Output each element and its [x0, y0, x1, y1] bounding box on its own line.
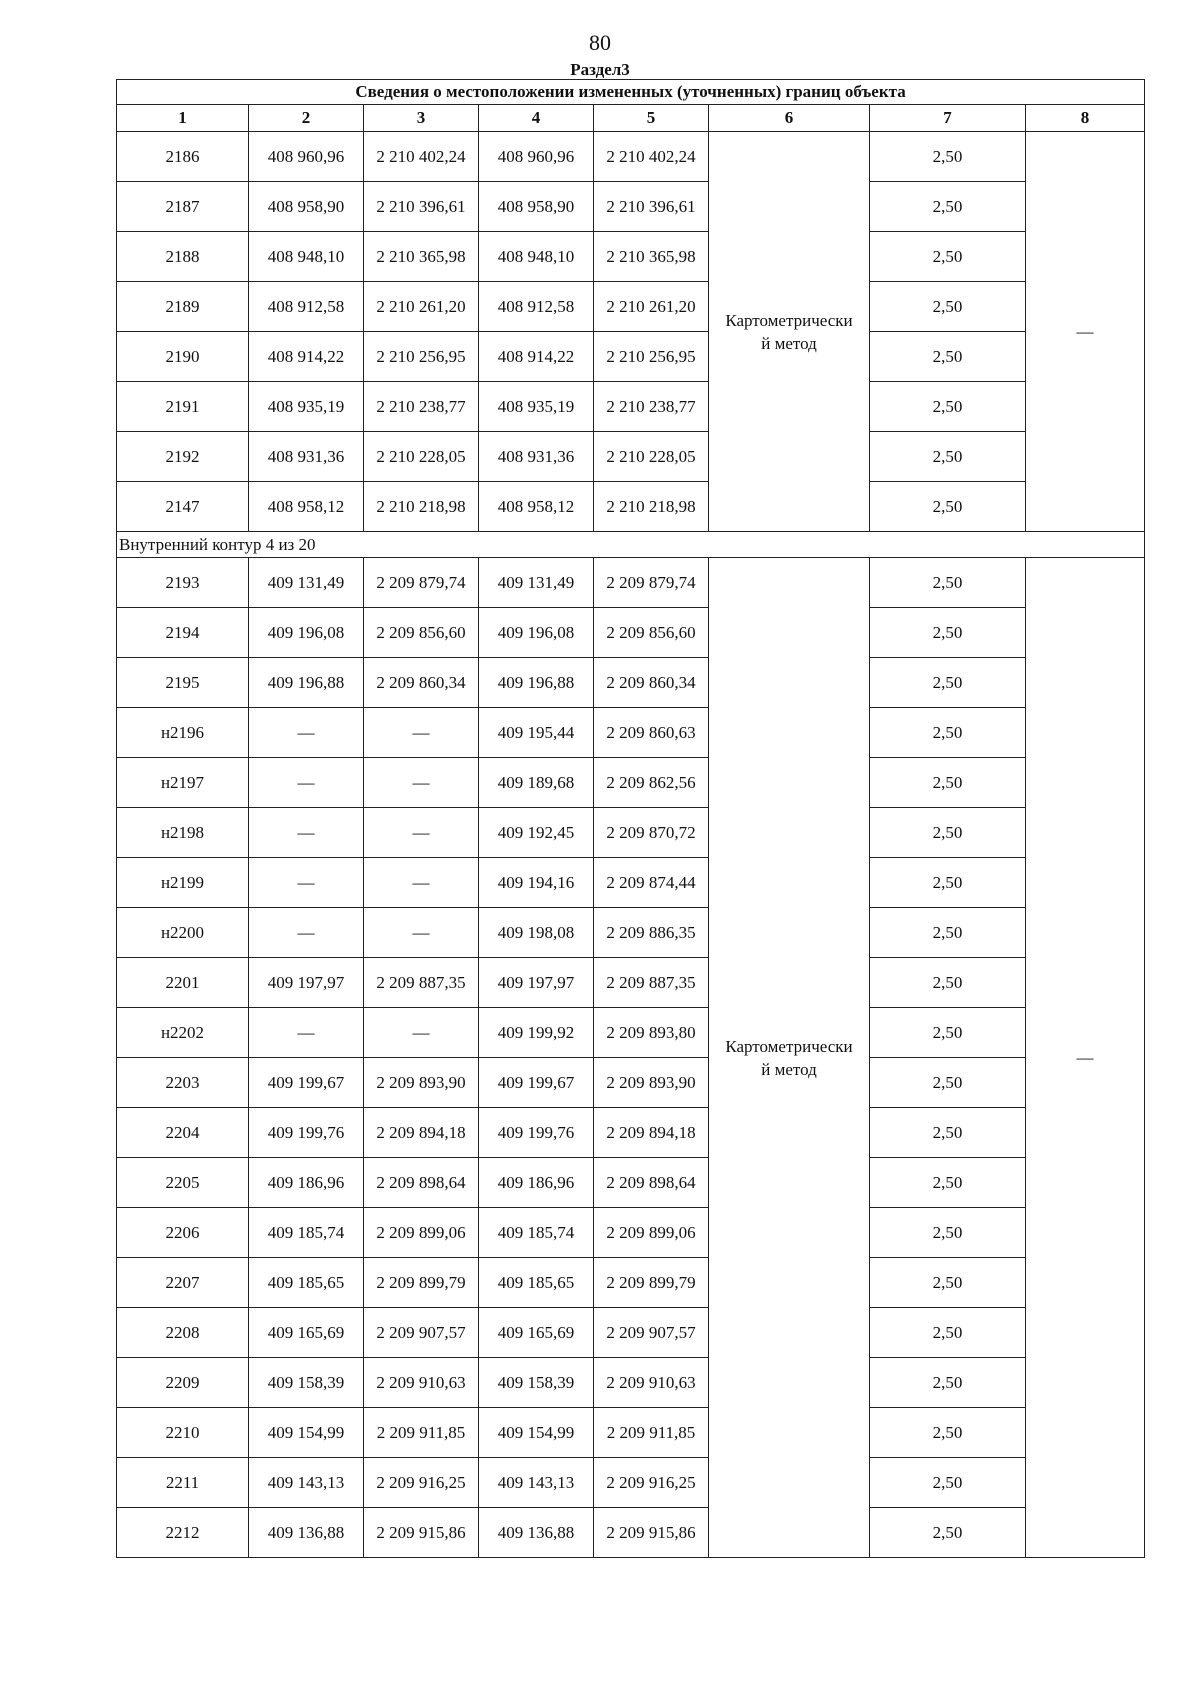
x-existing-cell: —	[249, 908, 364, 958]
x-new-cell: 408 958,12	[479, 482, 594, 532]
table-row	[117, 1508, 1145, 1558]
column-header: 6	[709, 105, 870, 132]
table-row	[117, 482, 1145, 532]
x-new-cell: 408 935,19	[479, 382, 594, 432]
y-new-cell: 2 209 916,25	[594, 1458, 709, 1508]
point-number-cell: 2204	[117, 1108, 249, 1158]
method-text-line: й метод	[761, 1059, 817, 1079]
x-new-cell: 409 136,88	[479, 1508, 594, 1558]
y-existing-cell: —	[364, 1008, 479, 1058]
point-number-cell: н2196	[117, 708, 249, 758]
point-number-cell: н2199	[117, 858, 249, 908]
accuracy-cell: 2,50	[870, 1058, 1026, 1108]
y-new-cell: 2 210 238,77	[594, 382, 709, 432]
table-row	[117, 1158, 1145, 1208]
table-row	[117, 1258, 1145, 1308]
point-number-cell: 2195	[117, 658, 249, 708]
point-number-cell: 2188	[117, 232, 249, 282]
x-new-cell: 409 194,16	[479, 858, 594, 908]
x-existing-cell: 409 186,96	[249, 1158, 364, 1208]
table-row	[117, 758, 1145, 808]
point-number-cell: 2189	[117, 282, 249, 332]
y-existing-cell: 2 209 893,90	[364, 1058, 479, 1108]
accuracy-cell: 2,50	[870, 1108, 1026, 1158]
table-row	[117, 432, 1145, 482]
x-new-cell: 409 198,08	[479, 908, 594, 958]
y-existing-cell: —	[364, 908, 479, 958]
x-existing-cell: 408 914,22	[249, 332, 364, 382]
x-existing-cell: —	[249, 708, 364, 758]
y-new-cell: 2 209 894,18	[594, 1108, 709, 1158]
point-number-cell: 2205	[117, 1158, 249, 1208]
column-header: 5	[594, 105, 709, 132]
x-new-cell: 409 196,88	[479, 658, 594, 708]
table-row	[117, 232, 1145, 282]
y-existing-cell: 2 209 860,34	[364, 658, 479, 708]
y-existing-cell: 2 210 402,24	[364, 132, 479, 182]
y-existing-cell: 2 209 911,85	[364, 1408, 479, 1458]
accuracy-cell: 2,50	[870, 282, 1026, 332]
y-existing-cell: 2 209 915,86	[364, 1508, 479, 1558]
x-existing-cell: 408 931,36	[249, 432, 364, 482]
y-new-cell: 2 209 856,60	[594, 608, 709, 658]
y-existing-cell: 2 210 218,98	[364, 482, 479, 532]
y-new-cell: 2 210 218,98	[594, 482, 709, 532]
x-existing-cell: 408 935,19	[249, 382, 364, 432]
x-existing-cell: 408 912,58	[249, 282, 364, 332]
y-new-cell: 2 210 396,61	[594, 182, 709, 232]
table-row	[117, 332, 1145, 382]
column-header-row	[117, 105, 1145, 132]
method-text-line: й метод	[761, 333, 817, 353]
x-new-cell: 409 199,76	[479, 1108, 594, 1158]
accuracy-cell: 2,50	[870, 1458, 1026, 1508]
x-existing-cell: —	[249, 858, 364, 908]
y-new-cell: 2 209 907,57	[594, 1308, 709, 1358]
point-number-cell: 2209	[117, 1358, 249, 1408]
y-new-cell: 2 210 261,20	[594, 282, 709, 332]
method-text-line: Картометрически	[725, 310, 853, 330]
point-number-cell: 2211	[117, 1458, 249, 1508]
x-new-cell: 409 186,96	[479, 1158, 594, 1208]
y-new-cell: 2 209 860,34	[594, 658, 709, 708]
point-number-cell: 2191	[117, 382, 249, 432]
x-new-cell: 409 199,92	[479, 1008, 594, 1058]
y-new-cell: 2 209 893,80	[594, 1008, 709, 1058]
table-row	[117, 1358, 1145, 1408]
x-new-cell: 408 948,10	[479, 232, 594, 282]
point-number-cell: 2192	[117, 432, 249, 482]
point-number-cell: 2212	[117, 1508, 249, 1558]
accuracy-cell: 2,50	[870, 482, 1026, 532]
accuracy-cell: 2,50	[870, 1258, 1026, 1308]
table-row	[117, 1458, 1145, 1508]
y-new-cell: 2 209 887,35	[594, 958, 709, 1008]
method-cell	[709, 558, 870, 1558]
x-new-cell: 409 154,99	[479, 1408, 594, 1458]
x-existing-cell: 409 196,08	[249, 608, 364, 658]
x-new-cell: 408 960,96	[479, 132, 594, 182]
table-row	[117, 558, 1145, 608]
y-new-cell: 2 209 915,86	[594, 1508, 709, 1558]
contour-label: Внутренний контур 4 из 20	[117, 532, 1145, 558]
x-new-cell: 409 185,74	[479, 1208, 594, 1258]
y-existing-cell: —	[364, 708, 479, 758]
table-row	[117, 608, 1145, 658]
x-existing-cell: —	[249, 758, 364, 808]
y-new-cell: 2 209 910,63	[594, 1358, 709, 1408]
y-existing-cell: 2 209 907,57	[364, 1308, 479, 1358]
accuracy-cell: 2,50	[870, 758, 1026, 808]
y-existing-cell: —	[364, 758, 479, 808]
accuracy-cell: 2,50	[870, 182, 1026, 232]
point-number-cell: 2203	[117, 1058, 249, 1108]
y-new-cell: 2 209 879,74	[594, 558, 709, 608]
table-row	[117, 958, 1145, 1008]
accuracy-cell: 2,50	[870, 808, 1026, 858]
accuracy-cell: 2,50	[870, 558, 1026, 608]
accuracy-cell: 2,50	[870, 132, 1026, 182]
y-new-cell: 2 209 886,35	[594, 908, 709, 958]
table-row	[117, 708, 1145, 758]
section-title: Раздел3	[570, 60, 630, 79]
y-existing-cell: 2 210 238,77	[364, 382, 479, 432]
accuracy-cell: 2,50	[870, 908, 1026, 958]
point-number-cell: 2208	[117, 1308, 249, 1358]
x-existing-cell: 409 165,69	[249, 1308, 364, 1358]
point-number-cell: 2206	[117, 1208, 249, 1258]
table-row	[117, 1058, 1145, 1108]
column-header: 8	[1026, 105, 1145, 132]
table-row	[117, 382, 1145, 432]
point-number-cell: 2147	[117, 482, 249, 532]
x-existing-cell: 408 958,12	[249, 482, 364, 532]
accuracy-cell: 2,50	[870, 608, 1026, 658]
x-new-cell: 409 196,08	[479, 608, 594, 658]
accuracy-cell: 2,50	[870, 1158, 1026, 1208]
accuracy-cell: 2,50	[870, 1358, 1026, 1408]
accuracy-cell: 2,50	[870, 708, 1026, 758]
y-new-cell: 2 209 898,64	[594, 1158, 709, 1208]
y-existing-cell: 2 210 228,05	[364, 432, 479, 482]
table-caption: Сведения о местоположении измененных (уточненных) границ объекта	[117, 80, 1145, 105]
x-new-cell: 409 199,67	[479, 1058, 594, 1108]
y-new-cell: 2 210 402,24	[594, 132, 709, 182]
column-header: 7	[870, 105, 1026, 132]
table-row	[117, 908, 1145, 958]
accuracy-cell: 2,50	[870, 1308, 1026, 1358]
y-existing-cell: 2 209 879,74	[364, 558, 479, 608]
y-existing-cell: 2 209 894,18	[364, 1108, 479, 1158]
x-existing-cell: 408 958,90	[249, 182, 364, 232]
table-row	[117, 182, 1145, 232]
point-number-cell: 2201	[117, 958, 249, 1008]
table-row	[117, 132, 1145, 182]
x-new-cell: 409 165,69	[479, 1308, 594, 1358]
point-number-cell: 2187	[117, 182, 249, 232]
x-existing-cell: 409 197,97	[249, 958, 364, 1008]
y-new-cell: 2 210 228,05	[594, 432, 709, 482]
x-existing-cell: 409 199,76	[249, 1108, 364, 1158]
point-number-cell: 2207	[117, 1258, 249, 1308]
point-number-cell: н2200	[117, 908, 249, 958]
y-existing-cell: 2 209 910,63	[364, 1358, 479, 1408]
x-new-cell: 408 914,22	[479, 332, 594, 382]
x-new-cell: 409 158,39	[479, 1358, 594, 1408]
y-new-cell: 2 210 365,98	[594, 232, 709, 282]
y-new-cell: 2 209 870,72	[594, 808, 709, 858]
column-header: 4	[479, 105, 594, 132]
accuracy-cell: 2,50	[870, 1408, 1026, 1458]
point-number-cell: 2194	[117, 608, 249, 658]
table-row	[117, 858, 1145, 908]
point-number-cell: н2202	[117, 1008, 249, 1058]
x-existing-cell: 409 199,67	[249, 1058, 364, 1108]
method-cell	[709, 132, 870, 532]
x-new-cell: 409 195,44	[479, 708, 594, 758]
accuracy-cell: 2,50	[870, 1508, 1026, 1558]
y-existing-cell: 2 210 365,98	[364, 232, 479, 282]
x-existing-cell: 409 136,88	[249, 1508, 364, 1558]
y-new-cell: 2 209 874,44	[594, 858, 709, 908]
table-row	[117, 1408, 1145, 1458]
description-cell: —	[1026, 558, 1145, 1558]
x-new-cell: 409 197,97	[479, 958, 594, 1008]
x-new-cell: 408 931,36	[479, 432, 594, 482]
method-text-line: Картометрически	[725, 1036, 853, 1056]
y-new-cell: 2 209 899,79	[594, 1258, 709, 1308]
y-new-cell: 2 210 256,95	[594, 332, 709, 382]
accuracy-cell: 2,50	[870, 658, 1026, 708]
table-row	[117, 1208, 1145, 1258]
table-row	[117, 1308, 1145, 1358]
accuracy-cell: 2,50	[870, 232, 1026, 282]
x-existing-cell: 409 154,99	[249, 1408, 364, 1458]
contour-row	[117, 532, 1145, 558]
table-row	[117, 1008, 1145, 1058]
accuracy-cell: 2,50	[870, 958, 1026, 1008]
x-existing-cell: —	[249, 808, 364, 858]
x-new-cell: 409 131,49	[479, 558, 594, 608]
y-existing-cell: 2 210 256,95	[364, 332, 479, 382]
table-row	[117, 282, 1145, 332]
accuracy-cell: 2,50	[870, 1008, 1026, 1058]
y-existing-cell: —	[364, 858, 479, 908]
x-existing-cell: 409 196,88	[249, 658, 364, 708]
point-number-cell: 2210	[117, 1408, 249, 1458]
y-new-cell: 2 209 911,85	[594, 1408, 709, 1458]
x-new-cell: 409 143,13	[479, 1458, 594, 1508]
table-row	[117, 1108, 1145, 1158]
x-new-cell: 409 185,65	[479, 1258, 594, 1308]
point-number-cell: 2190	[117, 332, 249, 382]
x-existing-cell: 409 158,39	[249, 1358, 364, 1408]
accuracy-cell: 2,50	[870, 432, 1026, 482]
accuracy-cell: 2,50	[870, 1208, 1026, 1258]
x-existing-cell: 409 185,74	[249, 1208, 364, 1258]
x-existing-cell: 408 960,96	[249, 132, 364, 182]
column-header: 2	[249, 105, 364, 132]
x-new-cell: 408 912,58	[479, 282, 594, 332]
x-existing-cell: 409 185,65	[249, 1258, 364, 1308]
y-existing-cell: 2 210 261,20	[364, 282, 479, 332]
x-existing-cell: 408 948,10	[249, 232, 364, 282]
point-number-cell: н2198	[117, 808, 249, 858]
x-new-cell: 409 192,45	[479, 808, 594, 858]
table-body	[117, 132, 1145, 1558]
y-new-cell: 2 209 862,56	[594, 758, 709, 808]
table-row	[117, 658, 1145, 708]
y-new-cell: 2 209 899,06	[594, 1208, 709, 1258]
x-existing-cell: —	[249, 1008, 364, 1058]
point-number-cell: н2197	[117, 758, 249, 808]
page-number: 80	[589, 30, 611, 55]
y-existing-cell: 2 209 916,25	[364, 1458, 479, 1508]
x-existing-cell: 409 143,13	[249, 1458, 364, 1508]
table-row	[117, 808, 1145, 858]
y-existing-cell: 2 209 898,64	[364, 1158, 479, 1208]
y-new-cell: 2 209 893,90	[594, 1058, 709, 1108]
x-existing-cell: 409 131,49	[249, 558, 364, 608]
y-existing-cell: 2 209 887,35	[364, 958, 479, 1008]
x-new-cell: 409 189,68	[479, 758, 594, 808]
point-number-cell: 2186	[117, 132, 249, 182]
x-new-cell: 408 958,90	[479, 182, 594, 232]
description-cell: —	[1026, 132, 1145, 532]
boundary-table	[116, 79, 1145, 1558]
accuracy-cell: 2,50	[870, 382, 1026, 432]
y-existing-cell: 2 209 899,79	[364, 1258, 479, 1308]
y-new-cell: 2 209 860,63	[594, 708, 709, 758]
point-number-cell: 2193	[117, 558, 249, 608]
accuracy-cell: 2,50	[870, 858, 1026, 908]
y-existing-cell: 2 209 899,06	[364, 1208, 479, 1258]
y-existing-cell: —	[364, 808, 479, 858]
accuracy-cell: 2,50	[870, 332, 1026, 382]
y-existing-cell: 2 209 856,60	[364, 608, 479, 658]
column-header: 1	[117, 105, 249, 132]
column-header: 3	[364, 105, 479, 132]
y-existing-cell: 2 210 396,61	[364, 182, 479, 232]
